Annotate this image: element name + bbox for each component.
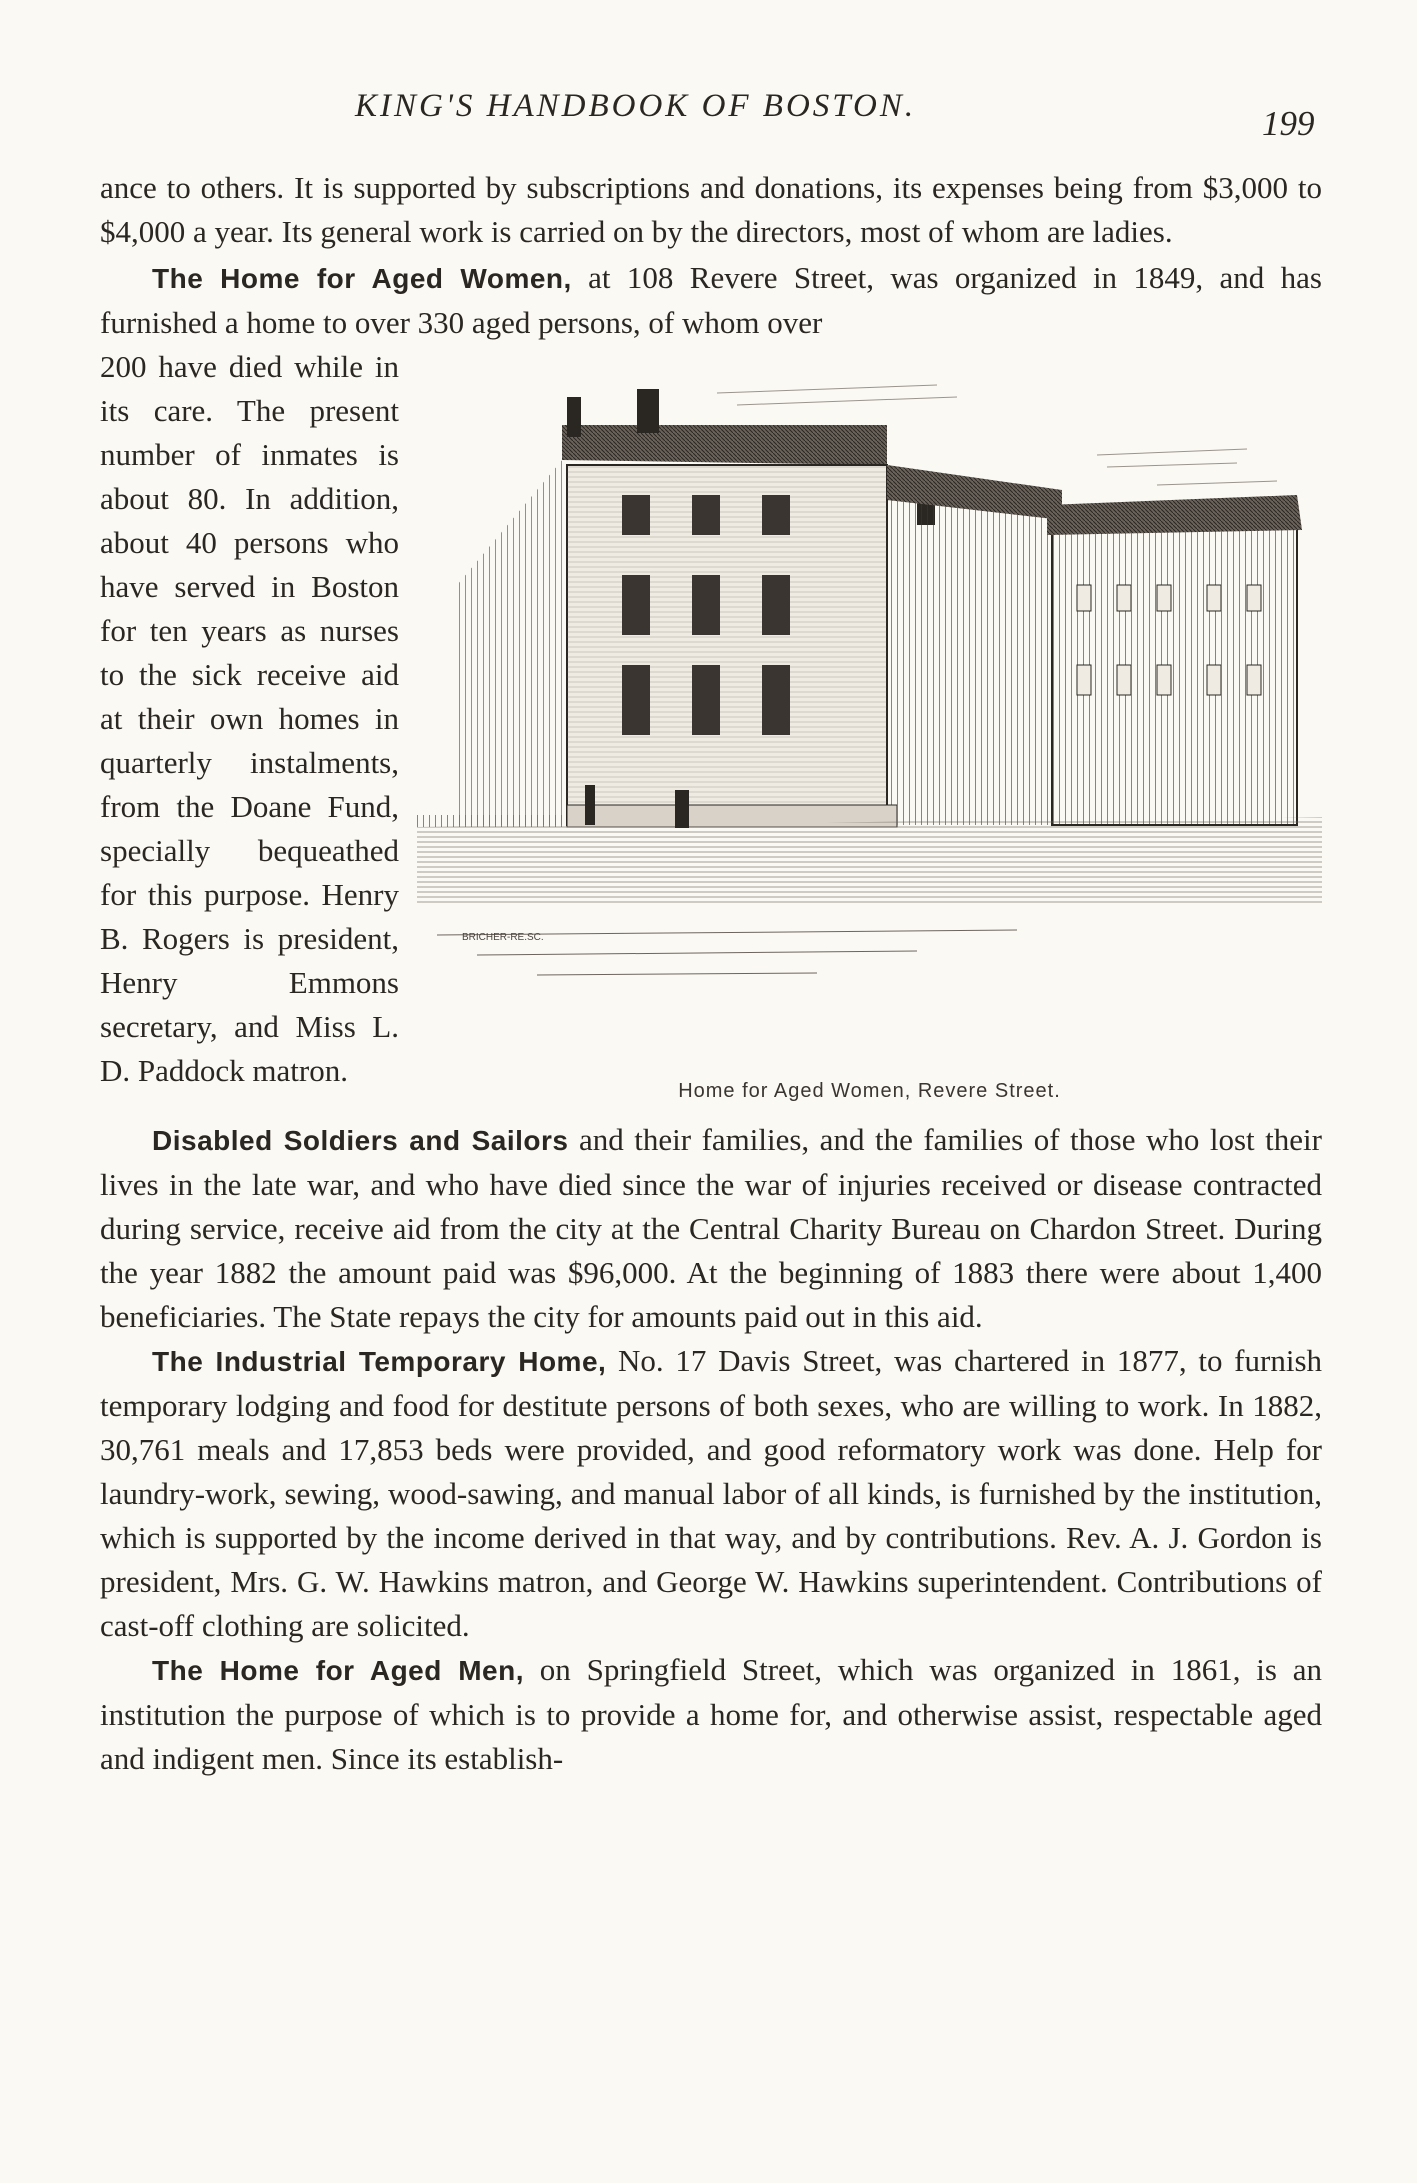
figure-home-aged-women xyxy=(417,345,1322,1110)
building-engraving xyxy=(417,345,1322,1065)
figure-caption: Home for Aged Women, Revere Street. xyxy=(678,1080,1061,1102)
paragraph-aged-women-wrap: 200 have died while in its care. The present number of inmates is about 80. In addition, about 40 persons who have served in Boston for ten years as nurses to the sick receive aid at their own homes in quarterly instalments, from the Doane Fund, specially bequeathed for this purpose. Henry B. Rogers is president, Henry Emmons secretary, and Miss L. D. Paddock matron. xyxy=(100,349,399,1088)
heading-disabled-soldiers: Disabled Soldiers and Sailors xyxy=(152,1125,569,1156)
paragraph-industrial-home xyxy=(100,1339,1322,1648)
page-number: 199 xyxy=(1262,104,1315,143)
heading-industrial-home: The Industrial Temporary Home, xyxy=(152,1346,607,1377)
paragraph-disabled-soldiers-text: and their families, and the families of those who lost their lives in the late war, and who have died since the war of injuries received or disease contracted during service, receive aid from the city at the Central Charity Bureau on Chardon Street. During the year 1882 the amount paid was $96,000. At the beginning of 1883 there were about 1,400 beneficiaries. The State repays the city for amounts paid out in this aid. xyxy=(100,1122,1322,1334)
heading-aged-women: The Home for Aged Women, xyxy=(152,263,572,294)
paragraph-aged-women-line1: at 108 Revere Street, was organized in 1849, and has furnished a home to over 330 aged persons, of whom over xyxy=(100,260,1322,340)
paragraph-1: ance to others. It is supported by subscriptions and donations, its expenses being from $3,000 to $4,000 a year. Its general work is carried on by the directors, most of whom are ladies. xyxy=(100,170,1322,249)
heading-aged-men: The Home for Aged Men, xyxy=(152,1655,524,1686)
paragraph-aged-women xyxy=(100,256,1322,345)
paragraph-aged-men-text: on Springfield Street, which was organized in 1861, is an institution the purpose of which is to provide a home for, and otherwise assist, respectable aged and indigent men. Since its establish- xyxy=(100,1652,1322,1776)
body-text xyxy=(100,166,1322,1781)
engraver-signature: BRICHER-RE.SC. xyxy=(462,932,544,943)
running-title: KING'S HANDBOOK OF BOSTON. xyxy=(355,88,917,124)
paragraph-industrial-home-text: No. 17 Davis Street, was chartered in 1877, to furnish temporary lodging and food for destitute persons of both sexes, who are willing to work. In 1882, 30,761 meals and 17,853 beds were provided, and good reformatory work was done. Help for laundry-work, sewing, wood-sawing, and manual labor of all kinds, is furnished by the institution, which is supported by the income derived in that way, and by contributions. Rev. A. J. Gordon is president, Mrs. G. W. Hawkins matron, and George W. Hawkins superintendent. Contributions of cast-off clothing are solicited. xyxy=(100,1343,1323,1643)
paragraph-aged-men xyxy=(100,1648,1322,1781)
paragraph-disabled-soldiers xyxy=(100,1118,1322,1339)
